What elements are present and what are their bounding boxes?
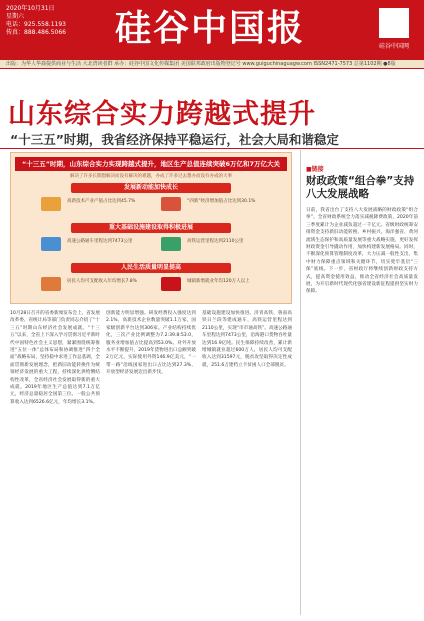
infographic-section-title: 人民生活质量明显提高 (71, 263, 231, 273)
highway-icon (41, 237, 61, 251)
phone-line: 电话：925.558.1193 (6, 21, 66, 28)
qr-code-icon[interactable] (379, 8, 409, 38)
qr-block (370, 8, 418, 54)
date-line: 2020年10月31日 (6, 5, 55, 12)
article-column-3: 基础设施建设加快推进。济青高铁、鲁南高铁日兰段等建成通车，高铁运营里程达到2110公里，实现“市市通高铁”。高速公路通车里程达到7473公里，沿海港口货物吞吐量达到16.9亿吨。民生保障持续改善，累计新增城镇就业超过600万人，居民人均可支配收入达到31597元，脱贫攻坚取得决定性成就，251.6万建档立卡贫困人口全部脱贫。 (202, 311, 292, 368)
infographic-item: 居民人均可支配收入年均增长7.8% (67, 279, 137, 284)
train-icon (161, 237, 181, 251)
masthead (0, 0, 424, 60)
infographic-item: 城镇新增就业年均120万人以上 (187, 279, 250, 284)
infographic-item: “四新”经济增加值占比达到30.1% (187, 199, 256, 204)
article-column-2: 创新能力明显增强。研发经费投入强度达到2.1%，高新技术企业数量突破1.1万家，国家级创新平台达到306家。产业结构持续优化，三次产业比例调整为7.2:39.8:53.0，服务业增加值占比提高到53.0%。对外开放水平不断提升，2019年货物进出口总额突破2万亿元，实际使用外资146.9亿美元，“一带一路”沿线国家进出口占比达到27.3%，开放型经济发展迈出新步伐。 (106, 311, 196, 376)
jobs-icon (161, 277, 181, 291)
infographic-banner: “十三五”时期，山东综合实力实现跨越式提升，地区生产总值连续突破6万亿和7万亿大关 (15, 157, 287, 171)
section-divider (0, 148, 424, 149)
people-icon (41, 277, 61, 291)
factory-icon (41, 197, 61, 211)
infographic-section-title: 重大基础设施建设取得积极进展 (71, 223, 231, 233)
newspaper-title: 硅谷中国报 (114, 7, 305, 49)
sidebar-tag: ■链接 (306, 166, 324, 173)
fax-line: 传真：888.486.5066 (6, 29, 66, 36)
article-body (10, 310, 292, 615)
sidebar-article (300, 150, 418, 615)
infographic-item: 高速公路通车里程达到7473公里 (67, 239, 133, 244)
article-column-1: 10月28日召开的省委新闻发布会上，省发展改革委、省统计局等部门负责同志介绍了“十三五”时期山东经济社会发展成就。“十三五”以来，全省上下深入学习贯彻习近平新时代中国特色社会主义思想，紧紧围绕统筹推进“五位一体”总体布局和协调推进“四个全面”战略布局，坚持稳中求进工作总基调，全面贯彻新发展理念，把新旧动能转换作为统领经济发展的重大工程，持续深化供给侧结构性改革，全省经济社会发展取得新的重大成就。2019年地区生产总值达到7.1万亿元，经济总量稳居全国第三位。一般公共预算收入达到6526.6亿元，年均增长3.1%。 (10, 311, 100, 405)
infographic-item: 高铁运营里程达到2110公里 (187, 239, 244, 244)
weekday-line: 星期六 (6, 13, 25, 20)
chart-icon (161, 197, 181, 211)
infographic-item: 高新技术产业产值占比达到45.7% (67, 199, 136, 204)
masthead-date (6, 5, 66, 37)
infographic (10, 152, 292, 304)
publication-info-bar: 出版：为华人华裔提供商业与生活 大北湾读者群 承办：硅谷中国文化传媒集团 美国联邦政府出版物登记号 www.guiguchinaguagw.com ISSN2471-7573 总第1102期 ●8版 (0, 60, 424, 69)
infographic-section-title: 发展新动能加快成长 (71, 183, 231, 193)
sidebar-title: 财政政策“组合拳”支持八大发展战略 (306, 175, 415, 200)
article-headline: 山东综合实力跨越式提升 (8, 99, 316, 130)
article-subhead: “十三五”时期，我省经济保持平稳运行，社会大局和谐稳定 (10, 132, 339, 147)
qr-caption: 硅谷中国网 (378, 43, 409, 50)
infographic-note: 解决了许多长期想解决而没有解决的难题，办成了许多过去想办而没有办成的大事 (70, 174, 232, 179)
sidebar-text: 日前，我省出台了支持八大发展战略的财政政策“组合拳”。全省财政系统全力落实减税降费政策，2020年前三季度累计为企业减负超过一千亿元。省级财政统筹安排资金支持新旧动能转换、乡村振兴、海洋强省、黄河流域生态保护和高质量发展等重大战略实施，更好发挥财政资金引导撬动作用，加快构建新发展格局。同时，不断深化预算管理制度改革，大力压减一般性支出，集中财力保障重点领域和关键环节，切实兜牢基层“三保”底线。下一步，省财政厅将继续创新财政支持方式，提高资金使用效益，推动全省经济社会高质量发展，为开启新时代现代化强省建设新征程提供坚实财力保障。 (306, 208, 418, 295)
